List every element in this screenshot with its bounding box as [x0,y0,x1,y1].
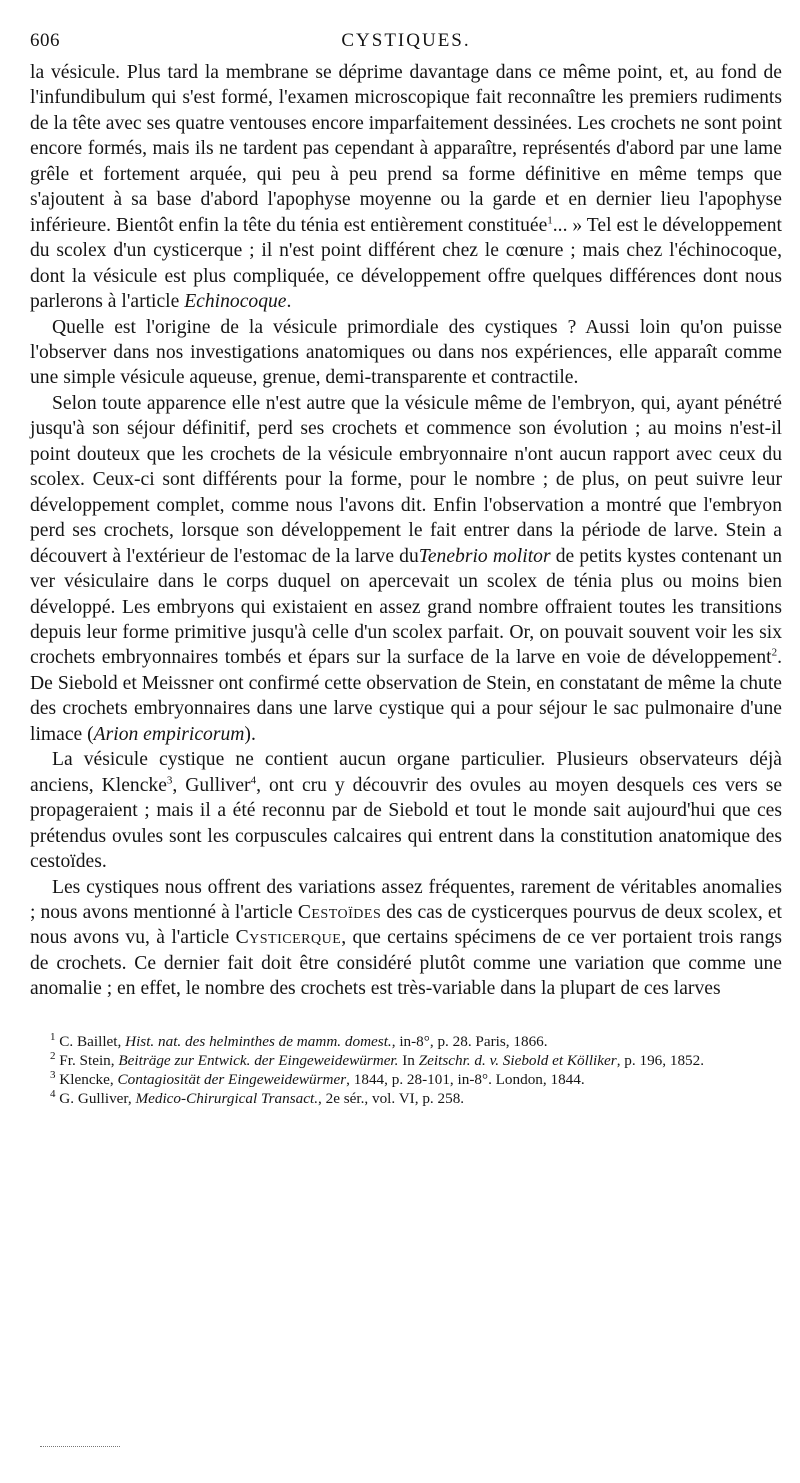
paragraph-3-text-c: . De Siebold et Meissner ont confirmé cette observation de Stein, en constatant de même la chute des crochets embryonnaires dans une larve cystique qui a pour séjour le sac pulmonaire d'une limace ( [30,647,782,745]
footnote-1-italic: Hist. nat. des helminthes de mamm. domest. [125,1032,392,1050]
footnote-2-text-b: In [398,1051,419,1069]
footnote-3 [30,1070,782,1089]
footnote-2-text-c: , p. 196, 1852. [616,1051,705,1069]
footnote-2-italic-a: Beiträge zur Entwick. der Eingeweidewürmer. [118,1051,399,1069]
footnote-3-number: 3 [50,1069,56,1082]
footnote-3-text-b: , 1844, p. 28-101, in-8°. London, 1844. [346,1071,585,1089]
footnote-ref-4: 4 [250,774,257,787]
paragraph-3-text-d: ). [244,723,256,745]
footnote-1-text-b: , in-8°, p. 28. Paris, 1866. [391,1032,548,1050]
page-header [30,26,782,60]
paragraph-1-text-b: ... » Tel est le développement du scolex d'un cysticerque ; il n'est point différent chez le cœnure ; mais chez l'échinocoque, dont la vésicule est plus compliquée, ce développement offre quelques différences dont nous parlerons à l'article [30,214,782,313]
footnote-4-number: 4 [50,1088,56,1101]
paragraph-3-italic-arion: Arion empiricorum [93,723,245,745]
paragraph-4-text-b: , Gulliver [172,774,251,796]
paragraph-3 [30,391,782,747]
running-title: CYSTIQUES. [341,30,471,51]
footnote-2-text-a: Fr. Stein, [55,1051,119,1069]
paragraph-3-italic-tenebrio: Tenebrio molitor [418,545,551,567]
paragraph-5-text-a: Les cystiques nous offrent des variations assez fréquentes, rarement de véritables anomalies ; nous avons mentionné à l'article [30,876,782,923]
paragraph-3-text-a: Selon toute apparence elle n'est autre que la vésicule même de l'embryon, qui, ayant pénétré jusqu'à son séjour définitif, perd ses crochets et commence son évolution ; au moins n'est-il point douteux que les crochets de la vésicule embryonnaire n'ont aucun rapport avec ceux du scolex. Ceux-ci sont différents pour la forme, pour le nombre ; de plus, on peut suivre leur développement complet, comme nous l'avons dit. Enfin l'observation a montré que l'embryon perd ses crochets, lorsque son développement le fait entrer dans la période de larve. Stein a découvert à l'extérieur de l'estomac de la larve du [30,392,782,567]
footnote-2-italic-b: Zeitschr. d. v. Siebold et Kölliker [418,1051,617,1069]
footnote-4 [30,1089,782,1108]
footnote-4-text-b: , 2e sér., vol. VI, p. 258. [318,1090,465,1108]
paragraph-5 [30,875,782,1002]
paragraph-5-smallcaps-cestoides: Cestoïdes [297,901,382,923]
paragraph-4-text-a: La vésicule cystique ne contient aucun organe particulier. Plusieurs observateurs déjà anciens, Klencke [30,749,782,796]
footnote-ref-1: 1 [547,214,553,227]
paragraph-5-text-b: des cas de cysticerques pourvus de deux scolex, et nous avons vu, à l'article [30,901,782,949]
footnote-1 [30,1032,782,1051]
body-text [30,60,782,1002]
bottom-dotted-rule [40,1446,120,1447]
footnote-ref-2: 2 [771,646,778,659]
footnote-3-italic: Contagiosität der Eingeweidewürmer [117,1071,347,1089]
footnote-3-text-a: Klencke, [55,1071,118,1089]
footnote-4-text-a: G. Gulliver, [55,1090,136,1108]
paragraph-5-smallcaps-cysticerque: Cysticerque [235,927,342,949]
footnote-4-italic: Medico-Chirurgical Transact. [135,1090,318,1108]
footnotes [30,1032,782,1109]
document-page [30,26,782,1109]
footnote-2-number: 2 [50,1049,56,1062]
footnote-1-text-a: C. Baillet, [55,1032,126,1050]
footnote-1-number: 1 [50,1030,56,1043]
page-number: 606 [30,30,60,51]
footnote-2 [30,1051,782,1070]
paragraph-2: Quelle est l'origine de la vésicule primordiale des cystiques ? Aussi loin qu'on puisse l'observer dans nos investigations anatomiques ou dans nos expériences, elle apparaît comme une simple vésicule aqueuse, grenue, demi-transparente et contractile. [30,316,782,389]
paragraph-4-text-c: , ont cru y découvrir des ovules au moyen desquels ces vers se propageraient ; mais il a été reconnu par de Siebold et tout le monde sait aujourd'hui que ces prétendus ovules sont les corpuscules calcaires qui entrent dans la constitution anatomique des cestoïdes. [30,774,783,873]
paragraph-1-italic-echinocoque: Echinocoque [184,291,287,313]
paragraph-4 [30,747,782,874]
paragraph-1 [30,60,782,315]
footnote-ref-3: 3 [166,774,173,787]
paragraph-1-text-c: . [286,291,292,313]
paragraph-3-text-b: de petits kystes contenant un ver vésiculaire dans le corps duquel on apercevait un scolex de ténia plus ou moins bien développé. Les embryons qui existaient en assez grand nombre offraient toutes les transitions depuis leur forme primitive jusqu'à celle d'un scolex parfait. Or, on pouvait souvent voir les six crochets embryonnaires tombés et épars sur la surface de la larve en voie de développement [30,545,782,669]
paragraph-5-text-c: , que certains spécimens de ce ver portaient trois rangs de crochets. Ce dernier fait doit être considéré plutôt comme une variation que comme une anomalie ; en effet, le nombre des crochets est très-variable dans la plupart de ces larves [30,927,782,1000]
paragraph-1-text-a: la vésicule. Plus tard la membrane se déprime davantage dans ce même point, et, au fond de l'infundibulum qui s'est formé, l'examen microscopique fait reconnaître les premiers rudiments de la tête avec ses quatre ventouses encore imparfaitement dessinées. Les crochets ne sont point encore formés, mais ils ne tardent pas cependant à apparaître, représentés d'abord par une lame grêle et fortement arquée, qui peu à peu prend sa forme définitive en même temps que s'ajoutent à sa base d'abord l'apophyse moyenne ou la garde et en dernier lieu l'apophyse inférieure. Bientôt enfin la tête du ténia est entièrement constituée [30,62,782,236]
